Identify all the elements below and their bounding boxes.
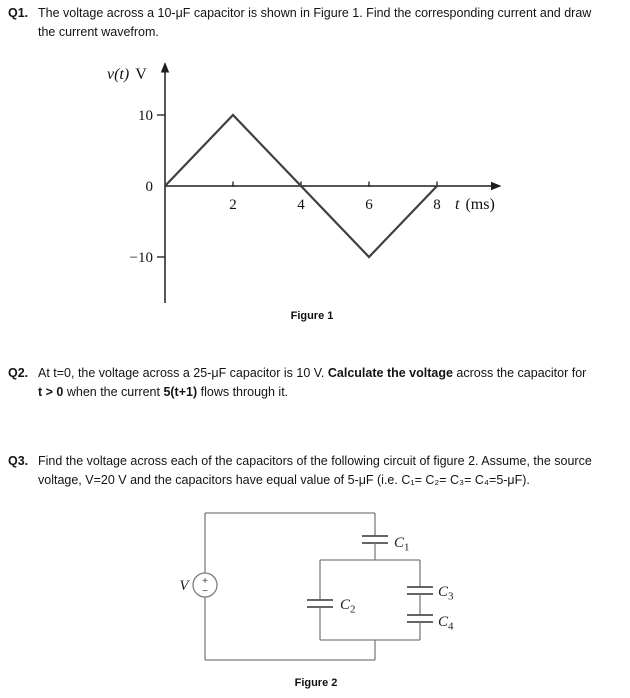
x-tick-label: 8 [433, 197, 441, 213]
c2-symbol: C [340, 597, 351, 613]
x-axis-variable: t [455, 196, 460, 213]
figure2-caption: Figure 2 [294, 677, 338, 689]
y-axis-variable: v(t) [107, 66, 130, 83]
x-tick-label: 6 [365, 197, 373, 213]
c2-subscript: 2 [350, 603, 356, 616]
c1-label [394, 535, 410, 554]
axis-ticks [130, 108, 441, 266]
x-tick-label: 2 [229, 197, 237, 213]
y-tick-label: −10 [129, 250, 153, 266]
minus-sign: − [202, 586, 208, 597]
x-tick-label: 4 [297, 197, 305, 213]
y-axis-arrow [161, 62, 169, 73]
q2-text-bold: Calculate the voltage [327, 366, 453, 380]
q2-line2 [8, 383, 628, 402]
source-label: V [179, 578, 189, 594]
question-3 [8, 452, 628, 490]
c4-subscript: 4 [448, 620, 454, 633]
c4-label [438, 614, 454, 633]
question-2 [8, 364, 628, 402]
x-axis-arrow [491, 182, 502, 190]
figure1-caption: Figure 1 [290, 310, 334, 322]
x-axis-unit: (ms) [465, 196, 495, 213]
q3-number: Q3. [8, 454, 29, 468]
q1-text-line2: the current wavefrom. [38, 25, 159, 39]
q2-line1 [8, 364, 628, 383]
plus-sign: + [202, 576, 208, 587]
c3-symbol: C [438, 584, 449, 600]
q1-line1 [8, 4, 628, 23]
x-axis-label [455, 196, 495, 213]
c3-label [438, 584, 454, 603]
c4-symbol: C [438, 614, 449, 630]
c2-label [340, 597, 356, 616]
q2-text: when the current [63, 385, 164, 399]
q2-text-bold: t > 0 [38, 385, 64, 399]
q3-text-line2: voltage, V=20 V and the capacitors have equal value of 5-μF (i.e. C₁= C₂= C₃= C₄=5-μF). [38, 473, 530, 487]
q1-line2 [8, 23, 628, 42]
question-1 [8, 4, 628, 42]
q2-text-bold: 5(t+1) [163, 385, 198, 399]
q1-number: Q1. [8, 6, 29, 20]
q1-text-line1: The voltage across a 10-μF capacitor is shown in Figure 1. Find the corresponding current and draw [38, 6, 592, 20]
c3-subscript: 3 [448, 590, 454, 603]
q2-text: At t=0, the voltage across a 25-μF capacitor is 10 V. [38, 366, 328, 380]
c1-symbol: C [394, 535, 405, 551]
figure1-plot [95, 60, 535, 312]
c1-subscript: 1 [404, 541, 410, 554]
y-axis-label [107, 66, 147, 83]
figure2-circuit [170, 505, 480, 665]
y-tick-label: 0 [145, 179, 153, 195]
q2-text: flows through it. [197, 385, 289, 399]
y-axis-unit: V [135, 66, 147, 83]
q2-text: across the capacitor for [452, 366, 587, 380]
q3-line2 [8, 471, 628, 490]
q3-line1 [8, 452, 628, 471]
q3-text-line1: Find the voltage across each of the capacitors of the following circuit of figure 2. Assume, the source [38, 454, 592, 468]
y-tick-label: 10 [138, 108, 153, 124]
q2-number: Q2. [8, 366, 29, 380]
